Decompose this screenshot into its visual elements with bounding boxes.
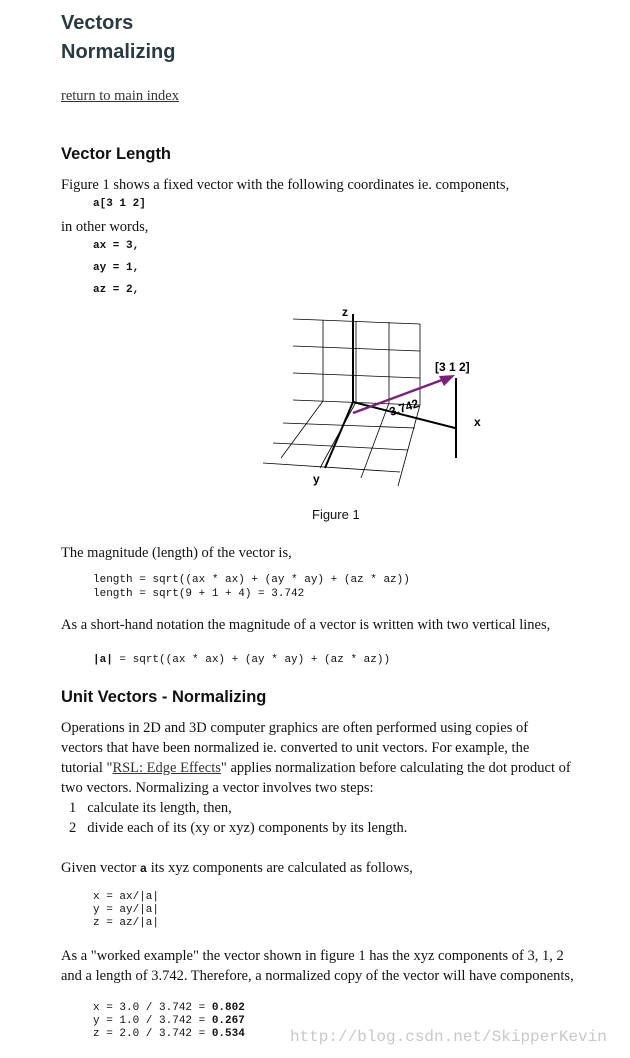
normalize-para-line1: Operations in 2D and 3D computer graphics are often performed using copies of bbox=[61, 720, 529, 736]
given-code-x: x = ax/|a| bbox=[93, 891, 160, 903]
component-ax: ax = 3, bbox=[93, 240, 140, 252]
worked-example-line1: As a "worked example" the vector shown in figure 1 has the xyz components of 3, 1, 2 bbox=[61, 948, 564, 964]
normalize-para-line3 bbox=[61, 758, 571, 778]
given-post: its xyz components are calculated as follows, bbox=[147, 860, 413, 876]
step-1 bbox=[69, 798, 232, 818]
result-value: 0.534 bbox=[211, 1028, 245, 1040]
step-number: 2 bbox=[69, 820, 77, 836]
para-line3-pre: tutorial " bbox=[61, 760, 113, 776]
section-heading-unit-vectors: Unit Vectors - Normalizing bbox=[61, 688, 267, 706]
axis-x-label: x bbox=[474, 415, 481, 429]
watermark-text: http://blog.csdn.net/SkipperKevin bbox=[290, 1028, 607, 1046]
vector-code: a[3 1 2] bbox=[93, 198, 146, 210]
point-label: [3 1 2] bbox=[435, 360, 470, 374]
given-code-y: y = ay/|a| bbox=[93, 904, 160, 916]
para-line3-post: " applies normalization before calculating the dot product of bbox=[220, 760, 571, 776]
result-value: 0.802 bbox=[211, 1002, 245, 1014]
given-code-z: z = az/|a| bbox=[93, 917, 160, 929]
normalize-para-line4: two vectors. Normalizing a vector involves two steps: bbox=[61, 780, 374, 796]
step-text: divide each of its (xy or xyz) components by its length. bbox=[87, 820, 408, 836]
component-az: az = 2, bbox=[93, 284, 140, 296]
normalize-para-line2: vectors that have been normalized ie. converted to unit vectors. For example, the bbox=[61, 740, 530, 756]
worked-example-line2: and a length of 3.742. Therefore, a normalized copy of the vector will have components, bbox=[61, 968, 574, 984]
component-ay: ay = 1, bbox=[93, 262, 140, 274]
given-pre: Given vector bbox=[61, 860, 140, 876]
figure-1-diagram bbox=[243, 300, 493, 495]
shorthand-text: As a short-hand notation the magnitude of a vector is written with two vertical lines, bbox=[61, 617, 551, 633]
length-label: 3.742 bbox=[387, 396, 421, 419]
edge-effects-link[interactable]: RSL: Edge Effects bbox=[112, 760, 221, 776]
step-2 bbox=[69, 818, 407, 838]
result-code-z bbox=[93, 1023, 245, 1041]
figure-caption: Figure 1 bbox=[312, 507, 360, 522]
step-number: 1 bbox=[69, 800, 77, 816]
shorthand-code-formula: = sqrt((ax * ax) + (ay * ay) + (az * az)) bbox=[112, 654, 391, 666]
shorthand-code bbox=[93, 649, 390, 667]
shorthand-code-abs: |a| bbox=[93, 654, 113, 666]
result-value: 0.267 bbox=[211, 1015, 245, 1027]
magnitude-code-line1: length = sqrt((ax * ax) + (ay * ay) + (az * az)) bbox=[93, 574, 410, 586]
return-to-index-link[interactable]: return to main index bbox=[61, 88, 179, 104]
intro-text: Figure 1 shows a fixed vector with the following coordinates ie. components, bbox=[61, 177, 510, 193]
given-text bbox=[61, 858, 413, 879]
given-vector: a bbox=[139, 862, 148, 876]
result-expr: x = 3.0 / 3.742 = bbox=[93, 1002, 212, 1014]
step-text: calculate its length, then, bbox=[87, 800, 232, 816]
axis-z-label: z bbox=[342, 305, 348, 319]
result-expr: y = 1.0 / 3.742 = bbox=[93, 1015, 212, 1027]
axis-y-label: y bbox=[313, 472, 320, 486]
page-title-line2: Normalizing bbox=[61, 41, 176, 63]
page-title-line1: Vectors bbox=[61, 12, 134, 34]
section-heading-vector-length: Vector Length bbox=[61, 145, 172, 163]
result-expr: z = 2.0 / 3.742 = bbox=[93, 1028, 212, 1040]
magnitude-code-line2: length = sqrt(9 + 1 + 4) = 3.742 bbox=[93, 588, 305, 600]
magnitude-text: The magnitude (length) of the vector is, bbox=[61, 545, 292, 561]
in-other-words-text: in other words, bbox=[61, 219, 149, 235]
